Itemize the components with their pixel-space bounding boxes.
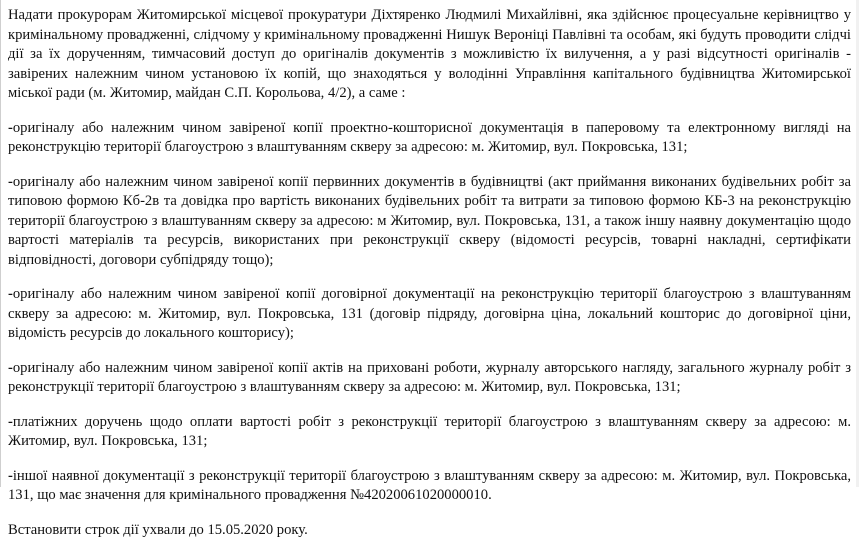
bullet-marker: - <box>8 286 13 302</box>
list-item <box>8 119 851 158</box>
intro-paragraph: Надати прокурорам Житомирської місцевої прокуратури Діхтяренко Людмилі Михайлівні, яка здійснює процесуальне керівництво у кримінальному провадженні, слідчому у кримінальному провадженні Нишук Вероніці Павлівні та особам, які будуть проводити слідчі дії за їх дорученням, тимчасовий доступ до оригіналів документів з можливістю їх вилучення, а у разі відсутності оригіналів - завірених належним чином установою їх копій, що знаходяться у володінні Управління капітального будівництва Житомирської міської ради (м. Житомир, майдан С.П. Корольова, 4/2), а саме : <box>8 6 851 104</box>
list-item-text: оригіналу або належним чином завіреної копії договірної документації на реконструкцію території благоустрою з влаштуванням скверу за адресою: м. Житомир, вул. Покровська, 131 (договір підряду, договірна ціна, локальний кошторис до договірної ціни, відомість ресурсів до локального кошторису); <box>8 286 851 341</box>
list-item-text: оригіналу або належним чином завіреної копії проектно-кошторисної документація в паперовому та електронному вигляді на реконструкцію території благоустрою з влаштуванням скверу за адресою: м. Житомир, вул. Покровська, 131; <box>8 120 851 156</box>
list-item-text: оригіналу або належним чином завіреної копії актів на приховані роботи, журналу авторського нагляду, загального журналу робіт з реконструкції території благоустрою з влаштуванням скверу за адресою: м. Житомир, вул. Покровська, 131; <box>8 360 851 396</box>
list-item <box>8 467 851 506</box>
list-item <box>8 173 851 271</box>
document-body <box>8 6 851 540</box>
list-item-text: іншої наявної документації з реконструкції території благоустрою з влаштуванням скверу за адресою: м. Житомир, вул. Покровська, 131, що має значення для кримінального провадження №42020061020000010. <box>8 468 851 504</box>
closing-paragraph: Встановити строк дії ухвали до 15.05.2020 року. <box>8 521 851 540</box>
list-item <box>8 285 851 344</box>
list-item-text: оригіналу або належним чином завіреної копії первинних документів в будівництві (акт приймання виконаних будівельних робіт за типовою формою Кб-2в та довідка про вартість виконаних будівельних робіт та витрати за типовою формою КБ-3 на реконструкцію території благоустрою з влаштуванням скверу за адресою: м Житомир, вул. Покровська, 131, а також іншу наявну документацію щодо вартості матеріалів та ресурсів, використаних при реконструкції скверу (відомості ресурсів, товарні накладні, сертифікати відповідності, договори субпідряду тощо); <box>8 174 851 268</box>
bullet-marker: - <box>8 174 13 190</box>
list-item <box>8 413 851 452</box>
list-item-text: платіжних доручень щодо оплати вартості робіт з реконструкції території благоустрою з влаштуванням скверу за адресою: м. Житомир, вул. Покровська, 131; <box>8 414 851 450</box>
list-item <box>8 359 851 398</box>
bullet-marker: - <box>8 360 13 376</box>
bullet-marker: - <box>8 120 13 136</box>
bullet-marker: - <box>8 468 13 484</box>
bullet-marker: - <box>8 414 13 430</box>
